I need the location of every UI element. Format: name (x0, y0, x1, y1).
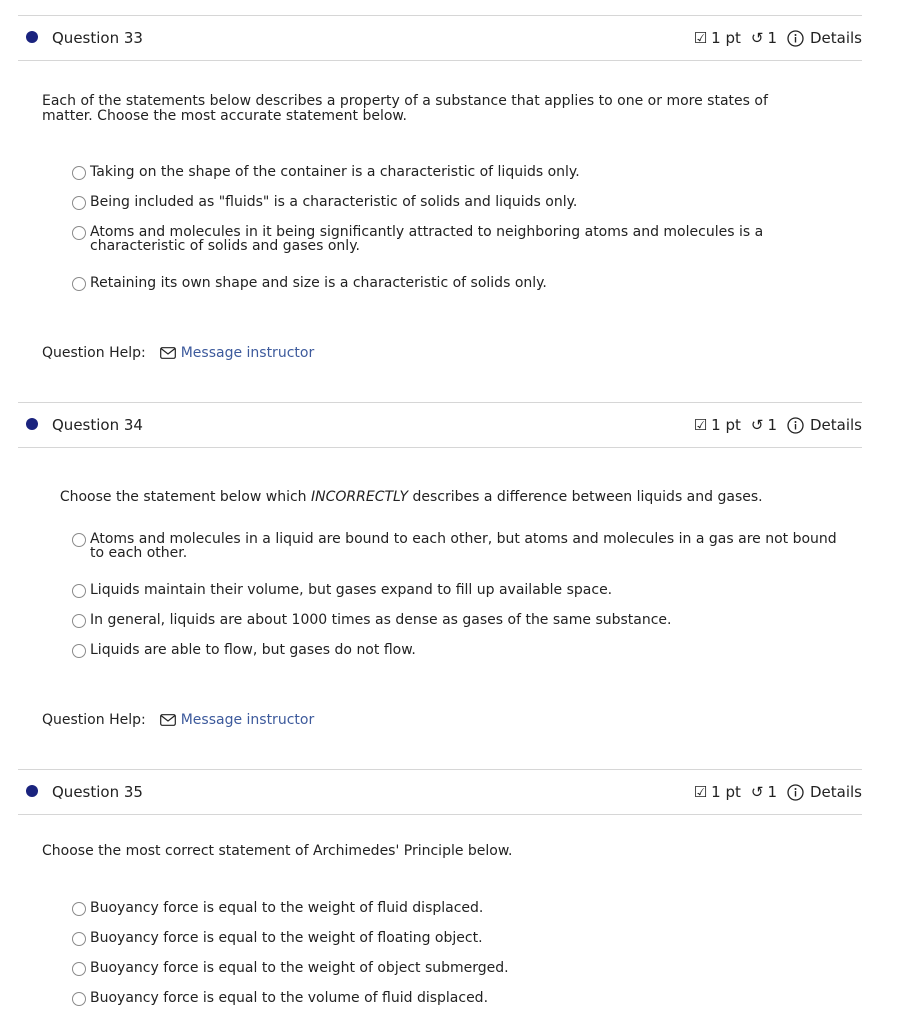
question-help (42, 712, 314, 728)
option-label: Taking on the shape of the container is a characteristic of liquids only. (90, 164, 580, 180)
radio-button[interactable] (72, 533, 86, 547)
info-icon[interactable] (787, 784, 804, 801)
checkbox-icon: ☑ (693, 783, 708, 801)
question-text-emphasis: INCORRECTLY (311, 489, 409, 505)
question-header (18, 402, 862, 448)
question-status-dot (26, 31, 38, 43)
option-label: Buoyancy force is equal to the volume of fluid displaced. (90, 990, 489, 1006)
option-label: Being included as "fluids" is a characteristic of solids and liquids only. (90, 194, 578, 210)
checkbox-icon: ☑ (693, 416, 708, 434)
radio-button[interactable] (72, 992, 86, 1006)
question-text: Each of the statements below describes a property of a substance that applies to one or more states of matter. Choose the most accurate statement below. (42, 93, 768, 124)
radio-button[interactable] (72, 584, 86, 598)
points-label: 1 pt (711, 29, 741, 47)
message-instructor-link[interactable]: Message instructor (180, 712, 315, 728)
radio-button[interactable] (72, 902, 86, 916)
option-label: Liquids maintain their volume, but gases expand to fill up available space. (90, 582, 613, 598)
checkbox-icon: ☑ (693, 29, 708, 47)
option-label: In general, liquids are about 1000 times as dense as gases of the same substance. (90, 612, 672, 628)
question-meta (694, 783, 862, 801)
radio-button[interactable] (72, 166, 86, 180)
details-link[interactable]: Details (809, 783, 862, 801)
question-title: Question 33 (52, 29, 143, 47)
question-header (18, 769, 862, 815)
question-text-end: describes a difference between liquids and gases. (408, 489, 763, 505)
question-title: Question 34 (52, 416, 143, 434)
question-meta (694, 29, 862, 47)
envelope-icon (160, 714, 176, 726)
option-label: Buoyancy force is equal to the weight of floating object. (90, 930, 483, 946)
option-label: Retaining its own shape and size is a characteristic of solids only. (90, 275, 547, 291)
question-help-label: Question Help: (42, 345, 146, 361)
attempts-label: 1 (767, 416, 777, 434)
question-text (42, 475, 763, 520)
question-header (18, 15, 862, 61)
info-icon[interactable] (787, 417, 804, 434)
question-help-label: Question Help: (42, 712, 146, 728)
radio-button[interactable] (72, 277, 86, 291)
retry-icon: ↺ (750, 29, 764, 47)
question-35 (18, 769, 862, 1006)
option-label: Buoyancy force is equal to the weight of object submerged. (90, 960, 509, 976)
question-text-start: Choose the statement below which (59, 489, 311, 505)
envelope-icon (160, 347, 176, 359)
details-link[interactable]: Details (809, 416, 862, 434)
info-icon[interactable] (787, 30, 804, 47)
radio-button[interactable] (72, 226, 86, 240)
radio-button[interactable] (72, 644, 86, 658)
question-34 (18, 402, 862, 728)
radio-button[interactable] (72, 932, 86, 946)
question-status-dot (26, 418, 38, 430)
question-text: Choose the most correct statement of Archimedes' Principle below. (42, 843, 513, 859)
attempts-label: 1 (767, 783, 777, 801)
radio-button[interactable] (72, 196, 86, 210)
message-instructor-link[interactable]: Message instructor (180, 345, 315, 361)
retry-icon: ↺ (750, 416, 764, 434)
question-title: Question 35 (52, 783, 143, 801)
details-link[interactable]: Details (809, 29, 862, 47)
retry-icon: ↺ (750, 783, 764, 801)
question-33 (18, 15, 862, 361)
points-label: 1 pt (711, 783, 741, 801)
option-label: Atoms and molecules in it being significantly attracted to neighboring atoms and molecules is a characteristic of solids and gases only. (90, 224, 764, 254)
radio-button[interactable] (72, 962, 86, 976)
option-label: Atoms and molecules in a liquid are bound to each other, but atoms and molecules in a gas are not bound to each other. (90, 531, 837, 561)
attempts-label: 1 (767, 29, 777, 47)
radio-button[interactable] (72, 614, 86, 628)
option-label: Buoyancy force is equal to the weight of fluid displaced. (90, 900, 484, 916)
question-help (42, 345, 314, 361)
question-status-dot (26, 785, 38, 797)
points-label: 1 pt (711, 416, 741, 434)
question-meta (694, 416, 862, 434)
option-label: Liquids are able to flow, but gases do not flow. (90, 642, 416, 658)
